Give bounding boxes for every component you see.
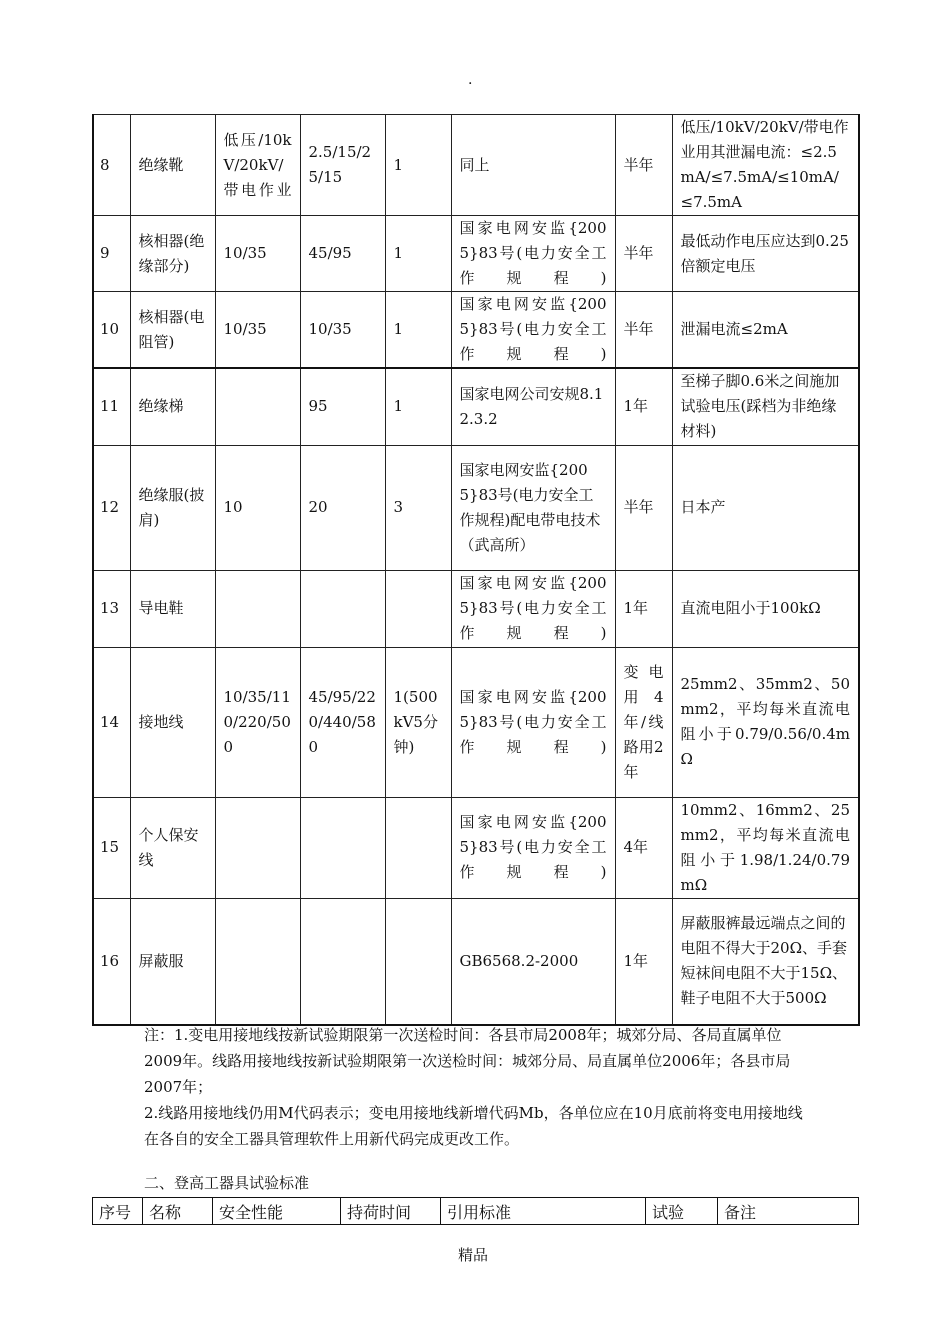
tool-name: 绝缘靴	[130, 115, 215, 216]
remark: 低压/10kV/20kV/带电作业用其泄漏电流：≤2.5mA/≤7.5mA/≤10mA/≤7.5mA	[672, 115, 859, 216]
tool-name: 核相器(绝缘部分)	[130, 216, 215, 292]
duration: 3	[385, 445, 451, 570]
tool-name: 核相器(电阻管)	[130, 292, 215, 369]
row-number: 10	[93, 292, 130, 369]
row-number: 8	[93, 115, 130, 216]
duration: 1	[385, 216, 451, 292]
header-test: 试验	[646, 1198, 718, 1225]
table-row	[93, 797, 859, 898]
remark: 至梯子脚0.6米之间施加试验电压(踩档为非绝缘材料)	[672, 368, 859, 445]
tool-name: 绝缘服(披肩)	[130, 445, 215, 570]
table-row	[93, 445, 859, 570]
table-row	[93, 216, 859, 292]
standard: 国家电网安监{2005}83号(电力安全工作规程)	[451, 292, 615, 369]
remark: 最低动作电压应达到0.25倍额定电压	[672, 216, 859, 292]
table-row	[93, 898, 859, 1025]
rated-voltage: 10/35	[215, 216, 300, 292]
rated-voltage: 10	[215, 445, 300, 570]
header-safety: 安全性能	[213, 1198, 341, 1225]
header-remark: 备注	[718, 1198, 859, 1225]
table-row	[93, 115, 859, 216]
row-number: 14	[93, 647, 130, 797]
section-title: 二、登高工器具试验标准	[144, 1174, 310, 1192]
test-period: 半年	[615, 445, 672, 570]
remark: 10mm2、16mm2、25mm2，平均每米直流电阻小于1.98/1.24/0.79mΩ	[672, 797, 859, 898]
test-period: 1年	[615, 898, 672, 1025]
table-row	[93, 570, 859, 647]
tool-name: 导电鞋	[130, 570, 215, 647]
tool-name: 绝缘梯	[130, 368, 215, 445]
test-voltage	[300, 570, 385, 647]
table-row	[93, 647, 859, 797]
tool-name: 接地线	[130, 647, 215, 797]
test-period: 半年	[615, 292, 672, 369]
standard: 同上	[451, 115, 615, 216]
header-name: 名称	[143, 1198, 213, 1225]
remark: 泄漏电流≤2mA	[672, 292, 859, 369]
note-1: 注：1.变电用接地线按新试验期限第一次送检时间：各县市局2008年；城郊分局、各局直属单位2009年。线路用接地线按新试验期限第一次送检时间：城郊分局、局直属单位2006年；各县市局2007年；	[144, 1026, 791, 1096]
test-voltage: 95	[300, 368, 385, 445]
tool-name: 屏蔽服	[130, 898, 215, 1025]
test-period: 1年	[615, 570, 672, 647]
test-voltage: 2.5/15/25/15	[300, 115, 385, 216]
duration	[385, 797, 451, 898]
row-number: 11	[93, 368, 130, 445]
duration: 1	[385, 292, 451, 369]
test-voltage: 20	[300, 445, 385, 570]
header-dot: .	[468, 72, 473, 88]
page-footer: 精品	[458, 1246, 489, 1264]
test-period: 4年	[615, 797, 672, 898]
standard: GB6568.2-2000	[451, 898, 615, 1025]
table-notes	[144, 1022, 809, 1152]
standard: 国家电网公司安规8.12.3.2	[451, 368, 615, 445]
rated-voltage: 10/35	[215, 292, 300, 369]
climbing-tools-table	[92, 1197, 859, 1225]
insulation-test-table	[92, 114, 860, 1026]
test-period: 半年	[615, 216, 672, 292]
table-row	[93, 292, 859, 369]
row-number: 15	[93, 797, 130, 898]
header-hold-time: 持荷时间	[341, 1198, 441, 1225]
rated-voltage	[215, 797, 300, 898]
standard: 国家电网安监{2005}83号(电力安全工作规程)	[451, 797, 615, 898]
standard: 国家电网安监{2005}83号(电力安全工作规程)	[451, 570, 615, 647]
header-standard: 引用标准	[441, 1198, 646, 1225]
remark: 日本产	[672, 445, 859, 570]
note-2: 2.线路用接地线仍用M代码表示；变电用接地线新增代码Mb，各单位应在10月底前将变电用接地线在各自的安全工器具管理软件上用新代码完成更改工作。	[144, 1104, 803, 1148]
standard: 国家电网安监{2005}83号(电力安全工作规程)	[451, 216, 615, 292]
remark: 直流电阻小于100kΩ	[672, 570, 859, 647]
duration: 1(500kV5分钟)	[385, 647, 451, 797]
table-row	[93, 368, 859, 445]
table-header-row	[93, 1198, 859, 1225]
test-voltage	[300, 898, 385, 1025]
rated-voltage: 低压/10kV/20kV/带电作业	[215, 115, 300, 216]
rated-voltage: 10/35/110/220/500	[215, 647, 300, 797]
remark: 25mm2、35mm2、50mm2，平均每米直流电阻小于0.79/0.56/0.4mΩ	[672, 647, 859, 797]
rated-voltage	[215, 368, 300, 445]
test-voltage: 10/35	[300, 292, 385, 369]
standard: 国家电网安监{2005}83号(电力安全工作规程)	[451, 647, 615, 797]
header-serial: 序号	[93, 1198, 143, 1225]
test-voltage	[300, 797, 385, 898]
duration	[385, 898, 451, 1025]
test-period: 1年	[615, 368, 672, 445]
tool-name: 个人保安线	[130, 797, 215, 898]
standard: 国家电网安监{2005}83号(电力安全工作规程)配电带电技术（武高所）	[451, 445, 615, 570]
test-period: 变电用4年/线路用2年	[615, 647, 672, 797]
rated-voltage	[215, 898, 300, 1025]
duration	[385, 570, 451, 647]
remark: 屏蔽服裤最远端点之间的电阻不得大于20Ω、手套短袜间电阻不大于15Ω、鞋子电阻不大于500Ω	[672, 898, 859, 1025]
duration: 1	[385, 115, 451, 216]
row-number: 12	[93, 445, 130, 570]
test-voltage: 45/95	[300, 216, 385, 292]
row-number: 16	[93, 898, 130, 1025]
test-voltage: 45/95/220/440/580	[300, 647, 385, 797]
row-number: 9	[93, 216, 130, 292]
test-period: 半年	[615, 115, 672, 216]
duration: 1	[385, 368, 451, 445]
row-number: 13	[93, 570, 130, 647]
rated-voltage	[215, 570, 300, 647]
